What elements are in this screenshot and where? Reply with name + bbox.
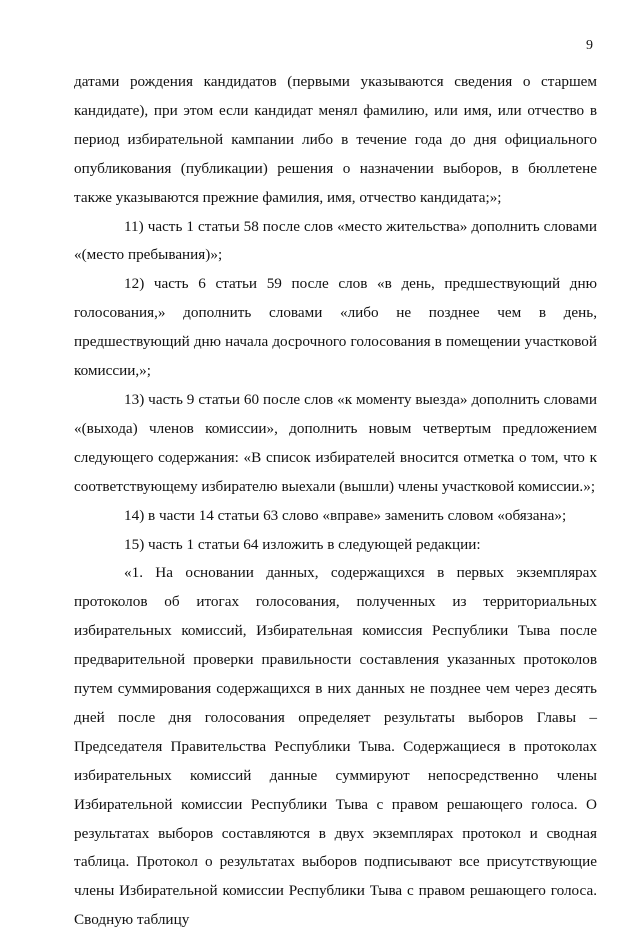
paragraph-new-part-1: «1. На основании данных, содержащихся в первых экземплярах протоколов об итогах голосования, полученных из территориальных избирательных комиссий, Избирательная комиссия Республики Тыва после предварительной проверки правильности составления указанных протоколов путем суммирования содержащихся в них данных не позднее чем через десять дней после дня голосования определяет результаты выборов Главы – Председателя Правительства Республики Тыва. Содержащиеся в протоколах избирательных комиссий данные суммируют непосредственно члены Избирательной комиссии Республики Тыва с правом решающего голоса. О результатах выборов составляются в двух экземплярах протокол и сводная таблица. Протокол о результатах выборов подписывают все присутствующие члены Избирательной комиссии Республики Тыва с правом решающего голоса. Сводную таблицу	[74, 564, 597, 929]
paragraph-item-11: 11) часть 1 статьи 58 после слов «место жительства» дополнить словами «(место пребывания)»;	[74, 217, 597, 264]
paragraph-item-12: 12) часть 6 статьи 59 после слов «в день, предшествующий дню голосования,» дополнить словами «либо не позднее чем в день, предшествующий дню начала досрочного голосования в помещении участковой комиссии,»;	[74, 275, 597, 380]
paragraph-item-15: 15) часть 1 статьи 64 изложить в следующей редакции:	[124, 535, 481, 553]
page-number: 9	[586, 38, 593, 53]
paragraph-continuation: датами рождения кандидатов (первыми указываются сведения о старшем кандидате), при этом если кандидат менял фамилию, или имя, или отчество в период избирательной кампании либо в течение года до дня официального опубликования (публикации) решения о назначении выборов, в бюллетене также указываются прежние фамилия, имя, отчество кандидата;»;	[74, 73, 597, 206]
paragraph-item-13: 13) часть 9 статьи 60 после слов «к моменту выезда» дополнить словами «(выхода) членов комиссии», дополнить новым четвертым предложением следующего содержания: «В список избирателей вносится отметка о том, что к соответствующему избирателю выехали (вышли) члены участковой комиссии.»;	[74, 390, 597, 495]
paragraph-item-14: 14) в части 14 статьи 63 слово «вправе» заменить словом «обязана»;	[124, 506, 567, 524]
document-body	[74, 68, 597, 935]
